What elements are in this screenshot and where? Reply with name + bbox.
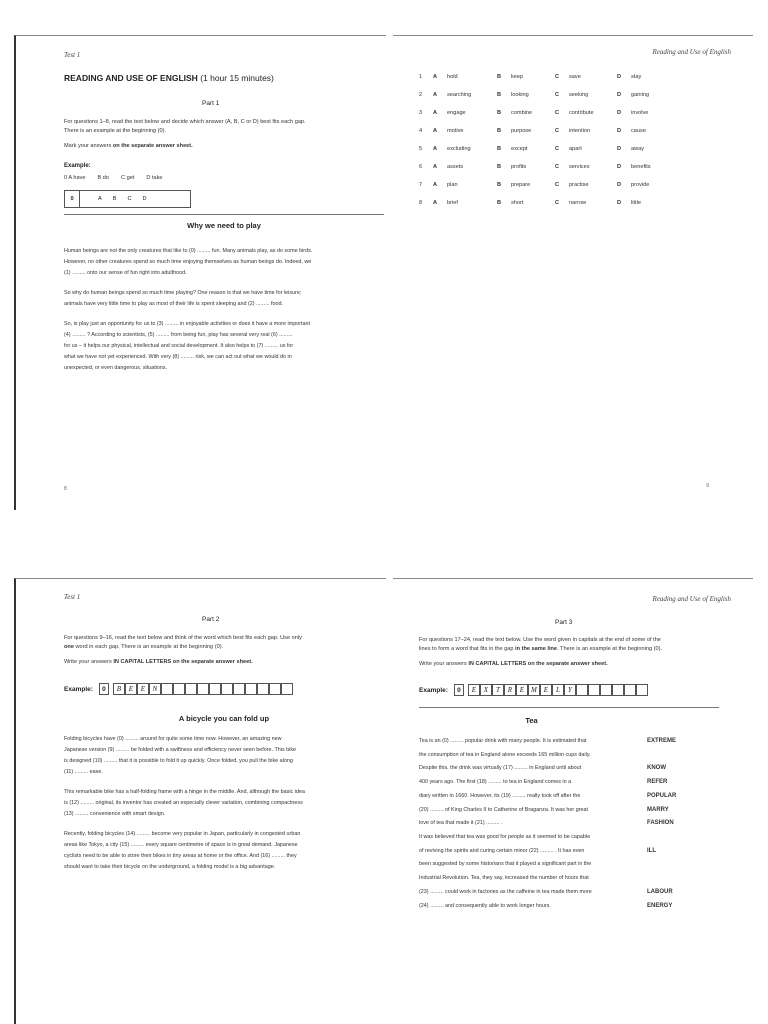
example-row: Example: 0 B E E N <box>64 683 293 695</box>
option-word: searching <box>447 92 472 98</box>
option-letter: C <box>555 182 560 188</box>
answer-cell <box>269 683 281 695</box>
option-letter: A <box>433 74 438 80</box>
passage-line <box>419 762 719 776</box>
stem-word: FASHION <box>647 820 674 827</box>
option-letter: B <box>497 110 502 116</box>
option-letter: A <box>433 110 438 116</box>
answer-cell: Y <box>564 684 576 696</box>
answer-cell: E <box>540 684 552 696</box>
answer-cell: E <box>516 684 528 696</box>
line-text: of reviving the spirits and curing certain minor (22) ......... . It has even <box>419 847 585 854</box>
line-text: the consumption of tea in England alone exceeds 165 million cups daily. <box>419 751 591 758</box>
page-header: Reading and Use of English <box>652 595 731 603</box>
passage-line <box>419 749 719 763</box>
example-label: Example: <box>64 163 91 169</box>
answer-cell: R <box>504 684 516 696</box>
option-word: narrow <box>569 200 587 206</box>
answer-cell <box>624 684 636 696</box>
question-number: 3 <box>419 110 423 116</box>
page-number: 9 <box>706 483 709 489</box>
text-title: A bicycle you can fold up <box>178 714 270 723</box>
line-text: Despite this, the drink was virtually (17) ......... in England until about <box>419 765 582 772</box>
option-letter: A <box>433 128 438 134</box>
option-letter: A <box>433 200 438 206</box>
line-text: 400 years ago. The first (18) ......... to tea in England comes in a <box>419 779 572 786</box>
text-title: Why we need to play <box>187 221 261 230</box>
option-word: combine <box>511 110 533 116</box>
line-text: (20) ......... of King Charles II to Catherine of Braganza. It was her great <box>419 806 588 813</box>
option-word: services <box>569 164 590 170</box>
answer-cell: X <box>480 684 492 696</box>
option-letter: D <box>617 146 622 152</box>
answer-cell: L <box>552 684 564 696</box>
answer-options-table <box>419 68 739 212</box>
option-row <box>419 194 739 212</box>
answer-cell <box>636 684 648 696</box>
page-10 <box>14 578 386 1024</box>
option-word: apart <box>569 146 582 152</box>
question-number: 8 <box>419 200 423 206</box>
option-word: save <box>569 74 581 80</box>
option-letter: D <box>617 128 622 134</box>
line-text: been suggested by some historians that it played a significant part in the <box>419 861 592 868</box>
option-row <box>419 158 739 176</box>
stem-word: REFER <box>647 779 668 786</box>
passage: Folding bicycles have (0) ......... around for quite some time now. However, an amazing new Japanese version (9) ......... be folded with a swiftness and efficiency never seen before. This bike is designed (10) ......... that it is possible to fold it up quickly. Once folded, you pull the bike along (11) ......... ease. This remarkable bike has a half-folding frame with a hinge in the middle. And, although the basic idea is (12) ......... original, its inventor has created an especially clever variation, combining compactness (13) ......... convenience with smart design. Recently, folding bicycles (14) ......... become very popular in Japan, particularly in congested urban areas like Tokyo, a city (15) ......... every square centimetre of space is in great demand. Japanese cyclists need to be able to store their bikes in tiny areas at home or the office. And (16) ......... they should want to take their bicycle on the underground, a folding model is a big advantage. <box>64 736 305 870</box>
option-word: intention <box>569 128 591 134</box>
option-letter: D <box>617 200 622 206</box>
passage-lines-1 <box>419 735 719 831</box>
question-number: 4 <box>419 128 423 134</box>
option-row <box>419 68 739 86</box>
text-title: Tea <box>525 716 538 725</box>
option-letter: C <box>555 92 560 98</box>
option-word: cause <box>631 128 646 134</box>
answer-cell <box>257 683 269 695</box>
answer-cell <box>161 683 173 695</box>
stem-word: EXTREME <box>647 738 677 744</box>
option-word: involve <box>631 110 649 116</box>
instructions: For questions 9–16, read the text below and think of the word which best fits each gap. Use only one word in each gap. There is an example at the beginning (0). Write your answers IN CAPITAL LETTERS on the separate answer sheet. <box>64 635 302 665</box>
option-letter: B <box>497 92 502 98</box>
passage-line <box>419 886 719 900</box>
stem-word: LABOUR <box>647 888 673 895</box>
question-number: 5 <box>419 146 423 152</box>
answer-cell: T <box>492 684 504 696</box>
option-word: profits <box>511 164 527 170</box>
line-text: (24) ......... and consequently able to work longer hours. <box>419 902 551 909</box>
stem-word: ENERGY <box>647 902 673 909</box>
answer-cell <box>588 684 600 696</box>
option-word: engage <box>447 110 466 116</box>
page-header: Reading and Use of English <box>652 48 731 56</box>
option-letter: D <box>617 164 622 170</box>
stem-word: ILL <box>647 847 656 854</box>
page-9 <box>393 35 753 510</box>
passage-line <box>419 900 719 914</box>
passage-line <box>419 845 719 859</box>
option-word: contribute <box>569 110 594 116</box>
option-word: hold <box>447 74 458 80</box>
stem-word: KNOW <box>647 765 666 772</box>
answer-cell: B <box>113 683 125 695</box>
option-word: short <box>511 200 524 206</box>
option-letter: B <box>497 200 502 206</box>
answer-cell <box>281 683 293 695</box>
answer-cell <box>245 683 257 695</box>
question-number: 7 <box>419 182 423 188</box>
line-text: (23) ......... could work in factories as the caffeine in tea made them more <box>419 888 592 895</box>
passage-line <box>419 776 719 790</box>
passage-line <box>419 872 719 886</box>
line-text: diary written in 1660. However, its (19) ......... really took off after the <box>419 792 581 799</box>
passage-line <box>419 858 719 872</box>
answer-cell: E <box>125 683 137 695</box>
answer-cell <box>173 683 185 695</box>
passage-line <box>419 831 719 845</box>
option-row <box>419 176 739 194</box>
option-row <box>419 122 739 140</box>
answer-cell <box>209 683 221 695</box>
page-header: Test 1 <box>64 593 81 601</box>
option-word: plan <box>447 182 458 188</box>
answer-cell: E <box>468 684 480 696</box>
page-header: Test 1 <box>64 51 81 59</box>
divider <box>64 214 384 215</box>
answer-cell <box>197 683 209 695</box>
option-letter: C <box>555 164 560 170</box>
option-word: keep <box>511 74 524 80</box>
answer-cell <box>612 684 624 696</box>
example-options: 0 A have B do C get D take <box>64 175 163 181</box>
passage: Human beings are not the only creatures that like to (0) ......... fun. Many animals play, as do some birds. However, no other creatures spend so much time enjoying themselves as human beings do. Indeed, we (1) ......... onto our sense of fun right into adulthood. So why do human beings spend so much time playing? One reason is that we have time for leisure; animals have very little time to play as most of their life is spent sleeping and (2) ......... food. So, is play just an opportunity for us to (3) ......... in enjoyable activities or does it have a more important (4) ......... ? According to scientists, (5) ......... from being fun, play has several very real (6) ......... for us – it helps our physical, intellectual and social development. It also helps to (7) ......... us for what we have not yet experienced. With very (8) ......... risk, we can act out what we would do in unexpected, or even dangerous, situations. <box>64 248 313 371</box>
passage-line <box>419 804 719 818</box>
option-word: practise <box>569 182 589 188</box>
part-heading: Part 1 <box>202 100 220 107</box>
line-text: love of tea that made it (21) ......... . <box>419 820 503 827</box>
option-word: motive <box>447 128 464 134</box>
option-word: little <box>631 200 641 206</box>
option-letter: B <box>497 164 502 170</box>
answer-cell <box>221 683 233 695</box>
answer-cell: E <box>137 683 149 695</box>
passage-line <box>419 790 719 804</box>
option-letter: B <box>497 146 502 152</box>
option-letter: C <box>555 128 560 134</box>
answer-cell <box>600 684 612 696</box>
answer-cell <box>576 684 588 696</box>
option-letter: B <box>497 182 502 188</box>
option-letter: C <box>555 74 560 80</box>
page-8 <box>14 35 386 510</box>
instructions: For questions 17–24, read the text below. Use the word given in capitals at the end of some of the lines to form a word that fits in the gap in the same line. There is an example at the beginning (0). Write your answers IN CAPITAL LETTERS on the separate answer sheet. <box>419 637 663 667</box>
option-letter: A <box>433 182 438 188</box>
option-word: brief <box>447 200 458 206</box>
passage-lines-2 <box>419 831 719 913</box>
section-title: READING AND USE OF ENGLISH (1 hour 15 minutes) <box>64 73 274 83</box>
answer-cell: N <box>149 683 161 695</box>
option-letter: C <box>555 200 560 206</box>
example-answer-box: 0 A B C D <box>64 190 191 208</box>
option-letter: A <box>433 146 438 152</box>
divider <box>419 707 719 708</box>
line-text: It was believed that tea was good for people as it seemed to be capable <box>419 834 591 840</box>
option-letter: A <box>433 164 438 170</box>
option-word: except <box>511 146 528 152</box>
option-word: purpose <box>511 128 532 134</box>
option-letter: C <box>555 110 560 116</box>
instructions: For questions 1–8, read the text below and decide which answer (A, B, C or D) best fits each gap. There is an example at the beginning (0). Mark your answers on the separate answer sheet. <box>64 119 306 149</box>
question-number: 1 <box>419 74 423 80</box>
stem-word: POPULAR <box>647 792 677 799</box>
option-word: excluding <box>447 146 471 152</box>
option-row <box>419 86 739 104</box>
option-letter: D <box>617 182 622 188</box>
passage-line <box>419 735 719 749</box>
question-number: 2 <box>419 92 423 98</box>
option-letter: A <box>433 92 438 98</box>
option-letter: C <box>555 146 560 152</box>
option-word: provide <box>631 182 650 188</box>
part-heading: Part 2 <box>202 616 220 623</box>
option-letter: D <box>617 92 622 98</box>
option-letter: D <box>617 74 622 80</box>
page-11 <box>393 578 753 1024</box>
option-word: assets <box>447 164 464 170</box>
option-letter: D <box>617 110 622 116</box>
option-word: away <box>631 146 645 152</box>
option-letter: B <box>497 74 502 80</box>
answer-cell <box>185 683 197 695</box>
option-word: stay <box>631 74 642 80</box>
option-word: looking <box>511 92 529 98</box>
example-row: Example: 0 E X T R E M E L Y <box>419 684 648 696</box>
answer-cell <box>233 683 245 695</box>
option-letter: B <box>497 128 502 134</box>
option-word: prepare <box>511 182 531 188</box>
option-word: benefits <box>631 164 651 170</box>
part-heading: Part 3 <box>555 619 573 626</box>
question-number: 6 <box>419 164 423 170</box>
answer-cell: M <box>528 684 540 696</box>
passage-line <box>419 817 719 831</box>
option-row <box>419 140 739 158</box>
option-word: seeking <box>569 92 589 98</box>
page-number: 8 <box>64 486 67 492</box>
line-text: Industrial Revolution. Tea, they say, increased the number of hours that <box>419 875 589 882</box>
stem-word: MARRY <box>647 806 669 813</box>
option-row <box>419 104 739 122</box>
option-word: gaining <box>631 92 650 98</box>
line-text: Tea is an (0) ......... popular drink with many people. It is estimated that <box>419 738 587 744</box>
